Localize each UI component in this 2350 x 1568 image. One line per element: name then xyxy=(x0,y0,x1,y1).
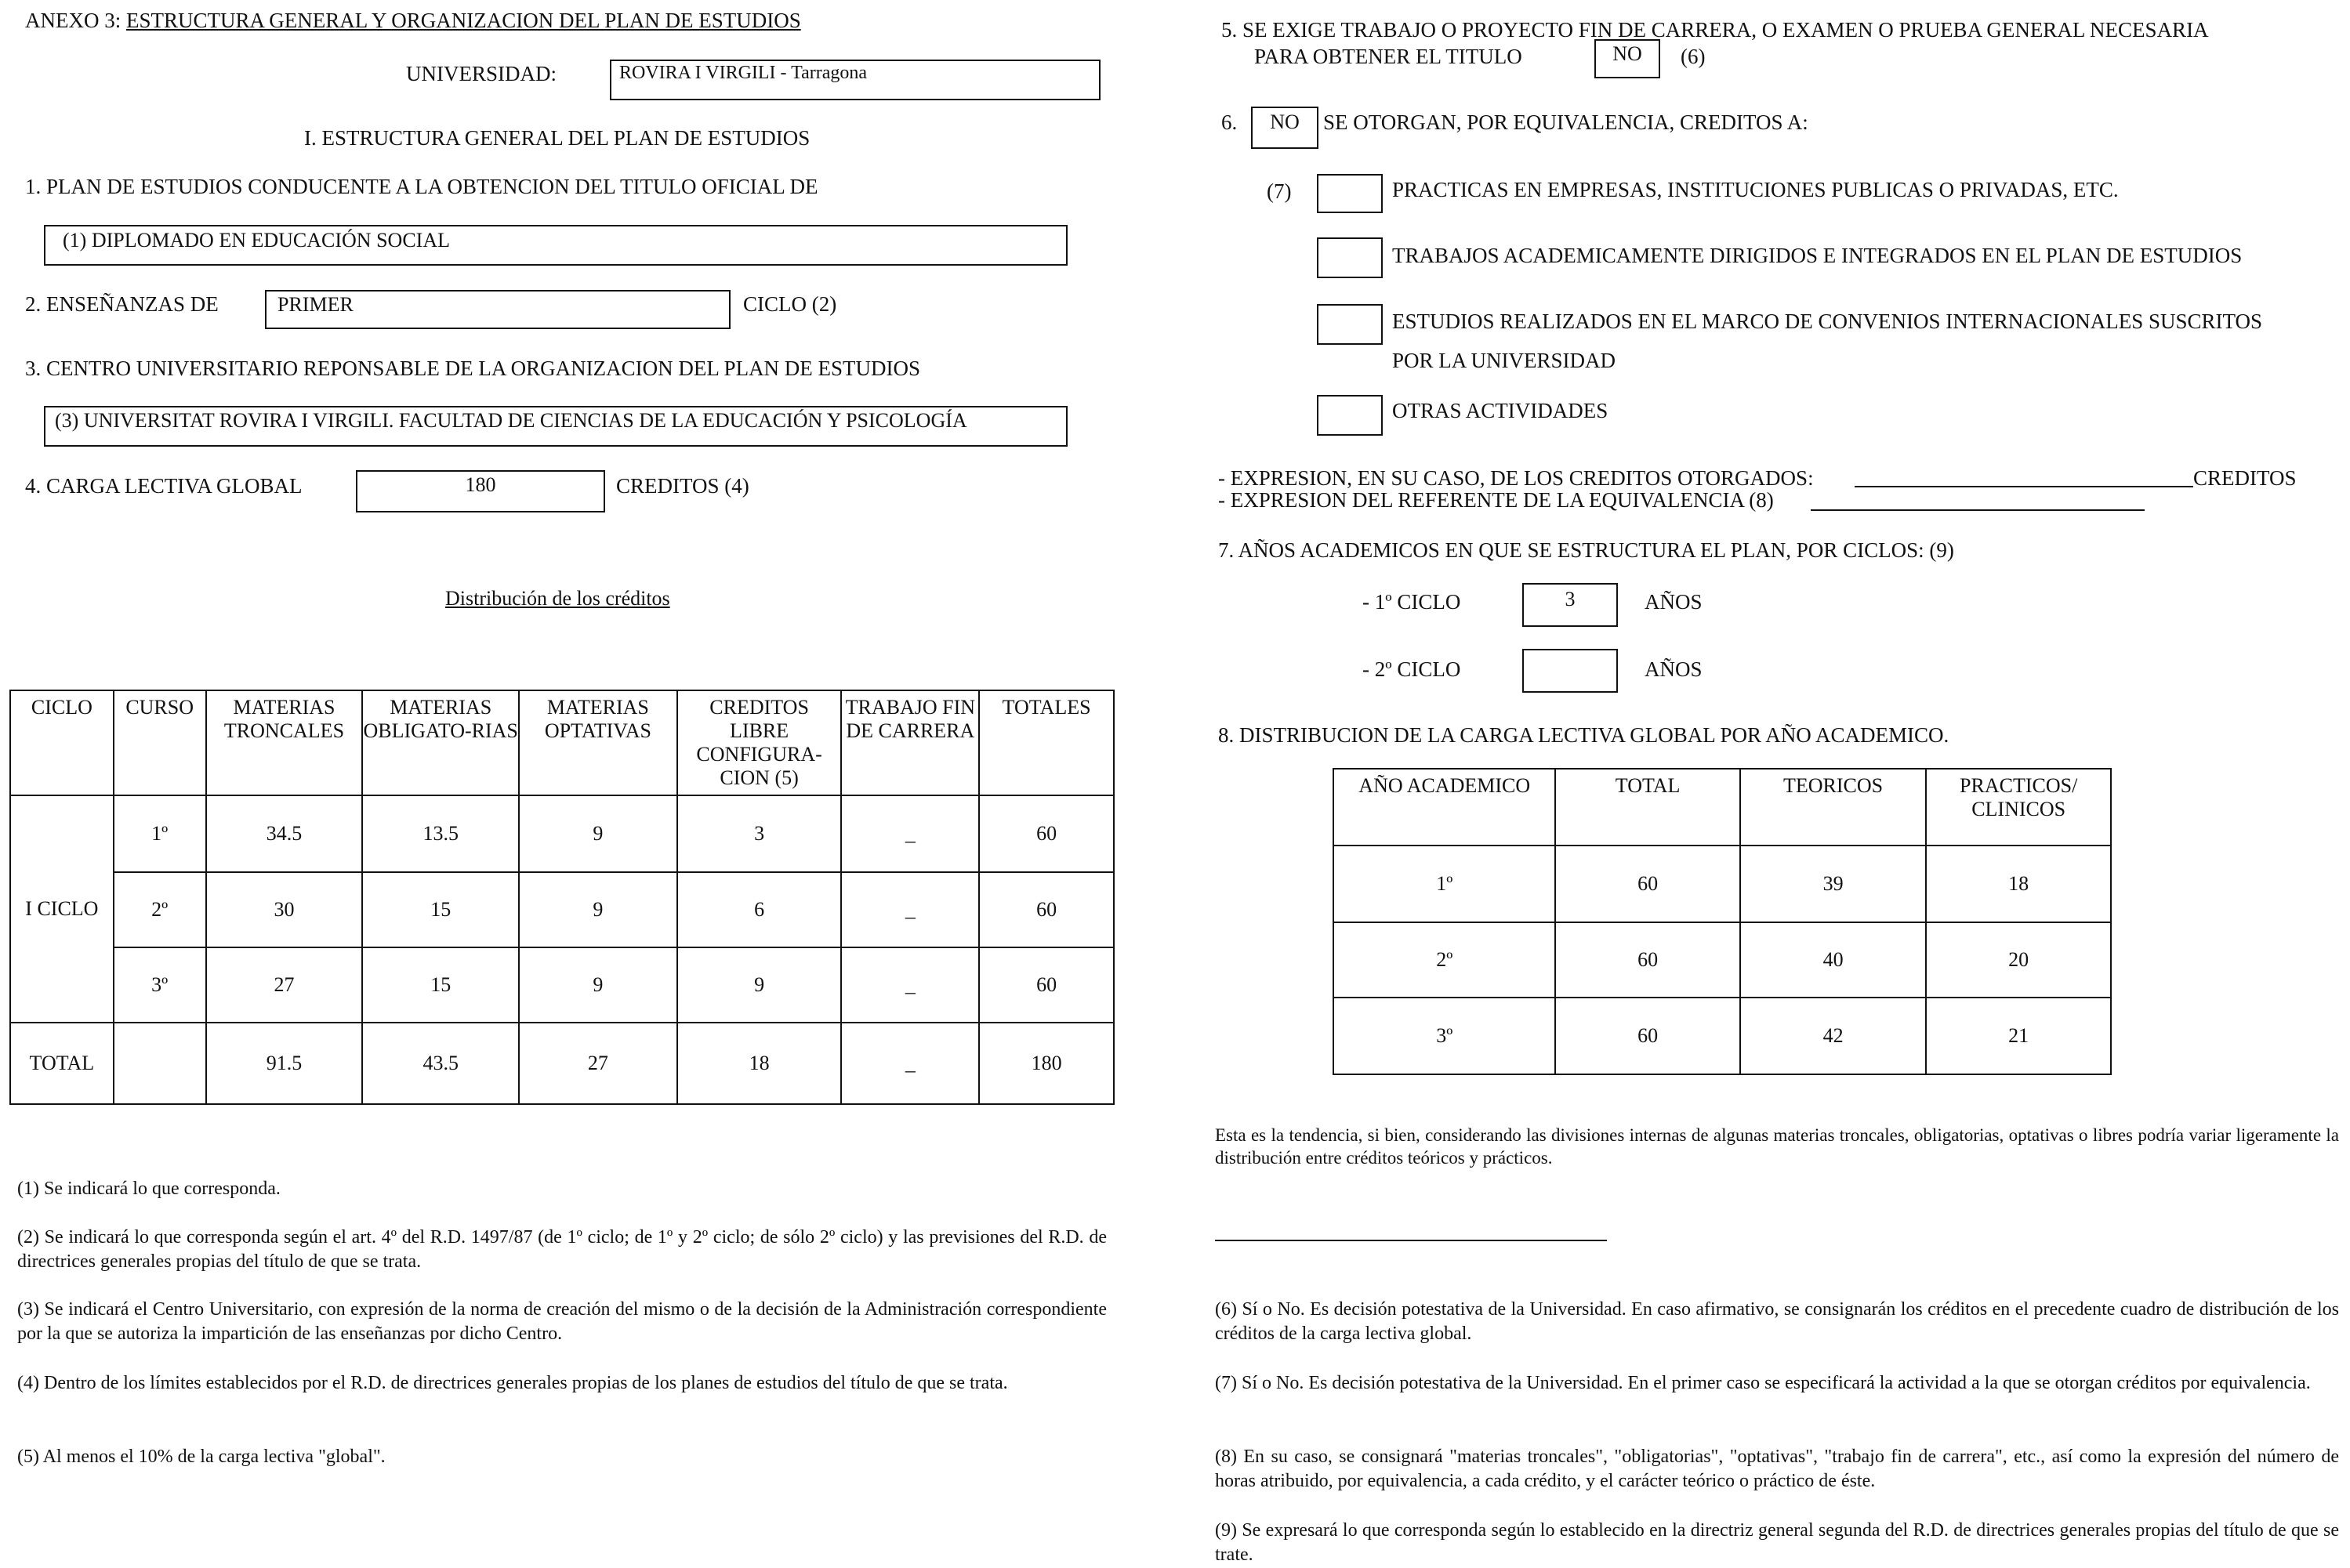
annex-title: ESTRUCTURA GENERAL Y ORGANIZACION DEL PLAN DE ESTUDIOS xyxy=(126,9,801,32)
q1-value: (1) DIPLOMADO EN EDUCACIÓN SOCIAL xyxy=(63,229,450,252)
table-row xyxy=(1333,922,2111,998)
header-optativas: MATERIAS OPTATIVAS xyxy=(519,690,677,795)
header-ciclo: CICLO xyxy=(10,690,114,795)
academic-year-table xyxy=(1333,768,2112,1075)
table-cell: _ xyxy=(841,795,979,872)
footnote-6: (6) Sí o No. Es decisión potestativa de la Universidad. En caso afirmativo, se consignarán los créditos en el precedente cuadro de distribución de los créditos de la carga lectiva global. xyxy=(1215,1299,2339,1344)
option-checkbox-otras xyxy=(1317,395,1383,436)
credits-distribution-table xyxy=(9,690,1115,1105)
expr-referent: - EXPRESION DEL REFERENTE DE LA EQUIVALENCIA (8) xyxy=(1218,488,1774,512)
table-cell: 13.5 xyxy=(362,795,519,872)
table-cell: _ xyxy=(841,947,979,1023)
option-checkbox-estudios xyxy=(1317,304,1383,345)
q5-line2: PARA OBTENER EL TITULO xyxy=(1254,45,1522,68)
footnote-1: (1) Se indicará lo que corresponda. xyxy=(17,1179,281,1199)
table-cell: 43.5 xyxy=(362,1023,519,1104)
option-estudios-line2: POR LA UNIVERSIDAD xyxy=(1392,349,1616,372)
table-cell: 6 xyxy=(677,872,842,947)
table-cell xyxy=(114,1023,206,1104)
table-row xyxy=(1333,846,2111,922)
q2-suffix: CICLO (2) xyxy=(743,292,837,316)
header-teoricos: TEORICOS xyxy=(1740,769,1927,846)
header-trabajo-fin-carrera: TRABAJO FIN DE CARRERA xyxy=(841,690,979,795)
q6-label: SE OTORGAN, POR EQUIVALENCIA, CREDITOS A: xyxy=(1323,110,1808,134)
table-cell: 18 xyxy=(677,1023,842,1104)
footnote-9: (9) Se expresará lo que corresponda según lo establecido en la directriz general segunda del R.D. de directrices generales propias del título de que se trate. xyxy=(1215,1520,2339,1565)
q4-suffix: CREDITOS (4) xyxy=(616,474,749,498)
table-cell: 1º xyxy=(114,795,206,872)
tendency-note: Esta es la tendencia, si bien, considerando las divisiones internas de algunas materias troncales, obligatorias, optativas o libres podría variar ligeramente la distribución entre créditos teóricos y prácticos. xyxy=(1215,1125,2339,1168)
table-cell: 60 xyxy=(1555,998,1739,1074)
q7-cycle2-field xyxy=(1522,649,1618,693)
table-cell: 60 xyxy=(1555,846,1739,922)
table-cell: 27 xyxy=(519,1023,677,1104)
footnote-7: (7) Sí o No. Es decisión potestativa de la Universidad. En el primer caso se especificará la actividad a la que se otorgan créditos por equivalencia. xyxy=(1215,1373,2311,1393)
q5-line1: 5. SE EXIGE TRABAJO O PROYECTO FIN DE CARRERA, O EXAMEN O PRUEBA GENERAL NECESARIA xyxy=(1221,18,2209,42)
option-practicas: PRACTICAS EN EMPRESAS, INSTITUCIONES PUBLICAS O PRIVADAS, ETC. xyxy=(1392,178,2119,201)
table-cell: 39 xyxy=(1740,846,1927,922)
table-header-row xyxy=(10,690,1114,795)
q2-value: PRIMER xyxy=(277,293,354,316)
header-total: TOTAL xyxy=(1555,769,1739,846)
table-cell: 20 xyxy=(1926,922,2111,998)
q3-label: 3. CENTRO UNIVERSITARIO REPONSABLE DE LA ORGANIZACION DEL PLAN DE ESTUDIOS xyxy=(25,357,921,380)
header-curso: CURSO xyxy=(114,690,206,795)
table-cell: 18 xyxy=(1926,846,2111,922)
table-row xyxy=(10,795,1114,872)
table-cell: 9 xyxy=(519,947,677,1023)
table-cell: 2º xyxy=(114,872,206,947)
table-cell: 91.5 xyxy=(206,1023,363,1104)
table-cell: 15 xyxy=(362,872,519,947)
table-cell: 60 xyxy=(979,872,1114,947)
q8-label: 8. DISTRIBUCION DE LA CARGA LECTIVA GLOBAL POR AÑO ACADEMICO. xyxy=(1218,723,1949,747)
option-trabajos: TRABAJOS ACADEMICAMENTE DIRIGIDOS E INTEGRADOS EN EL PLAN DE ESTUDIOS xyxy=(1392,244,2243,267)
table-cell: 60 xyxy=(979,947,1114,1023)
header-practicos: PRACTICOS/ CLINICOS xyxy=(1926,769,2111,846)
ciclo-cell: I CICLO xyxy=(10,795,114,1023)
q1-label: 1. PLAN DE ESTUDIOS CONDUCENTE A LA OBTENCION DEL TITULO OFICIAL DE xyxy=(25,175,818,198)
university-value: ROVIRA I VIRGILI - Tarragona xyxy=(619,63,868,83)
table-cell: 3º xyxy=(1333,998,1555,1074)
footnote-5: (5) Al menos el 10% de la carga lectiva "global". xyxy=(17,1447,386,1467)
table-cell: 9 xyxy=(519,872,677,947)
q7-cycle2-years: AÑOS xyxy=(1645,657,1703,681)
q7-cycle1: - 1º CICLO xyxy=(1362,590,1461,614)
table-cell: 3º xyxy=(114,947,206,1023)
table-total-row xyxy=(10,1023,1114,1104)
footnote-2: (2) Se indicará lo que corresponda según el art. 4º del R.D. 1497/87 (de 1º ciclo; de 1º y 2º ciclo; de sólo 2º ciclo) y las previsiones del R.D. de directrices generales propias del título de que se trata. xyxy=(17,1227,1107,1272)
q7-label: 7. AÑOS ACADEMICOS EN QUE SE ESTRUCTURA EL PLAN, POR CICLOS: (9) xyxy=(1218,538,1954,562)
header-obligatorias: MATERIAS OBLIGATO-RIAS xyxy=(362,690,519,795)
table-cell: _ xyxy=(841,1023,979,1104)
header-libre-configuracion: CREDITOS LIBRE CONFIGURA-CION (5) xyxy=(677,690,842,795)
section-title: I. ESTRUCTURA GENERAL DEL PLAN DE ESTUDIOS xyxy=(304,126,811,150)
q6-marker: (7) xyxy=(1267,179,1292,203)
table-cell: TOTAL xyxy=(10,1023,114,1104)
table-cell: 27 xyxy=(206,947,363,1023)
q7-cycle2: - 2º CICLO xyxy=(1362,657,1461,681)
table-cell: 30 xyxy=(206,872,363,947)
q3-value: (3) UNIVERSITAT ROVIRA I VIRGILI. FACULTAD DE CIENCIAS DE LA EDUCACIÓN Y PSICOLOGÍA xyxy=(55,409,967,432)
table-header-row xyxy=(1333,769,2111,846)
footnote-4: (4) Dentro de los límites establecidos por el R.D. de directrices generales propias de los planes de estudios del título de que se trata. xyxy=(17,1373,1008,1393)
table-row xyxy=(10,872,1114,947)
expr-credits: - EXPRESION, EN SU CASO, DE LOS CREDITOS OTORGADOS: xyxy=(1218,466,1814,490)
q7-cycle1-years: AÑOS xyxy=(1645,590,1703,614)
table-cell: 1º xyxy=(1333,846,1555,922)
annex-prefix: ANEXO 3: xyxy=(25,9,121,32)
expr-credits-blank xyxy=(1855,486,2193,487)
table-cell: 34.5 xyxy=(206,795,363,872)
table-row xyxy=(1333,998,2111,1074)
q4-label: 4. CARGA LECTIVA GLOBAL xyxy=(25,474,303,498)
q2-label: 2. ENSEÑANZAS DE xyxy=(25,292,219,316)
table-cell: 60 xyxy=(979,795,1114,872)
annex-heading xyxy=(25,8,801,33)
table-cell: 42 xyxy=(1740,998,1927,1074)
q5-suffix: (6) xyxy=(1681,45,1706,68)
footnote-3: (3) Se indicará el Centro Universitario, con expresión de la norma de creación del mismo o de la decisión de la Administración correspondiente por la que se autoriza la impartición de las enseñanzas por dicho Centro. xyxy=(17,1299,1107,1344)
q5-value: NO xyxy=(1612,42,1642,65)
expr-credits-suffix: CREDITOS xyxy=(2193,466,2297,490)
table-cell: 40 xyxy=(1740,922,1927,998)
header-troncales: MATERIAS TRONCALES xyxy=(206,690,363,795)
footnote-separator xyxy=(1215,1240,1607,1241)
q6-number: 6. xyxy=(1221,110,1238,134)
table-cell: 9 xyxy=(519,795,677,872)
option-otras: OTRAS ACTIVIDADES xyxy=(1392,399,1608,422)
expr-referent-blank xyxy=(1811,509,2145,511)
q7-cycle1-value: 3 xyxy=(1565,588,1576,610)
table-cell: 9 xyxy=(677,947,842,1023)
table-cell: 180 xyxy=(979,1023,1114,1104)
table-cell: 3 xyxy=(677,795,842,872)
table-cell: 15 xyxy=(362,947,519,1023)
option-estudios: ESTUDIOS REALIZADOS EN EL MARCO DE CONVENIOS INTERNACIONALES SUSCRITOS xyxy=(1392,310,2263,333)
option-checkbox-trabajos xyxy=(1317,237,1383,278)
table-cell: 60 xyxy=(1555,922,1739,998)
q4-value: 180 xyxy=(465,473,496,496)
distribution-title: Distribución de los créditos xyxy=(445,587,670,610)
header-totales: TOTALES xyxy=(979,690,1114,795)
table-row xyxy=(10,947,1114,1023)
header-ano-academico: AÑO ACADEMICO xyxy=(1333,769,1555,846)
footnote-8: (8) En su caso, se consignará "materias troncales", "obligatorias", "optativas", "trabajo fin de carrera", etc., así como la expresión del número de horas atribuido, por equivalencia, a cada crédito, y el carácter teórico o práctico de éste. xyxy=(1215,1447,2339,1491)
table-cell: 21 xyxy=(1926,998,2111,1074)
q6-value: NO xyxy=(1270,110,1300,133)
option-checkbox-practicas xyxy=(1317,174,1383,213)
table-cell: 2º xyxy=(1333,922,1555,998)
university-label: UNIVERSIDAD: xyxy=(406,62,557,85)
table-cell: _ xyxy=(841,872,979,947)
